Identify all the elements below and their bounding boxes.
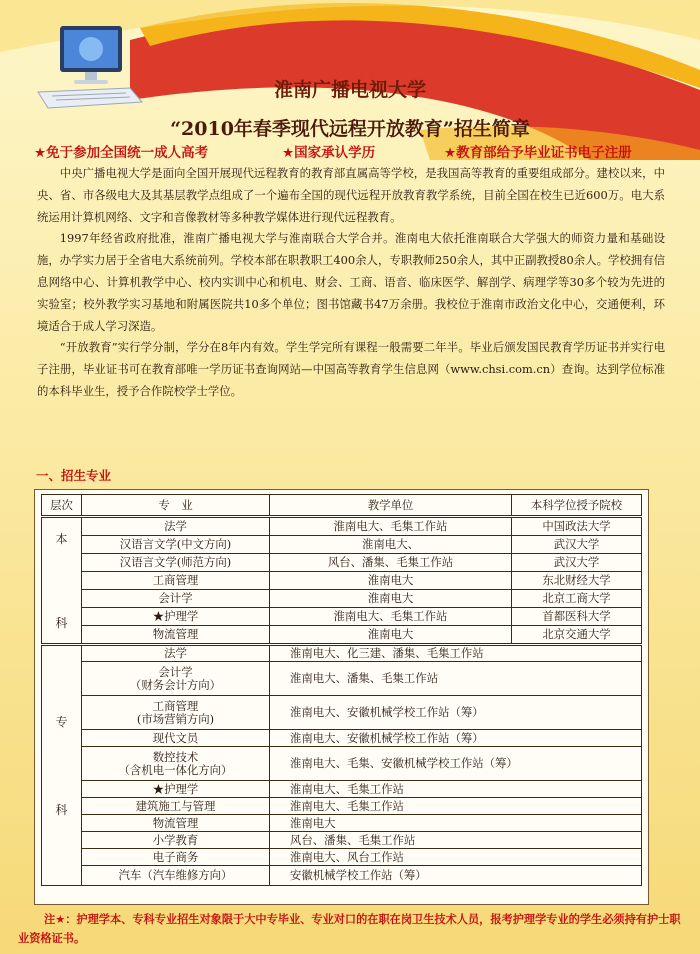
major-cell: 物流管理: [82, 626, 270, 645]
school-cell: 首都医科大学: [512, 608, 642, 626]
unit-cell: 淮南电大、毛集工作站: [270, 781, 642, 798]
major-cell: 电子商务: [82, 849, 270, 866]
table-row: [42, 572, 642, 590]
table-row: [42, 747, 642, 781]
badge-national-recognition: ★国家承认学历: [282, 145, 376, 161]
unit-cell: 淮南电大、毛集工作站: [270, 517, 512, 536]
table-row: [42, 536, 642, 554]
major-cell: 汉语言文学(师范方向): [82, 554, 270, 572]
table-row: [42, 866, 642, 886]
major-cell: [82, 645, 270, 662]
level-cell: [42, 645, 82, 886]
major-cell: 会计学: [82, 590, 270, 608]
unit-cell: 淮南电大、毛集、安徽机械学校工作站（筹）: [270, 747, 642, 781]
badge-no-entrance-exam: ★免于参加全国统一成人高考: [34, 145, 209, 161]
unit-cell: 淮南电大、风台工作站: [270, 849, 642, 866]
major-cell: ★护理学: [82, 608, 270, 626]
level-char: 科: [55, 615, 68, 630]
major-cell: 现代文员: [82, 730, 270, 747]
header-major: 专 业: [82, 495, 270, 517]
major-name: 法学: [164, 646, 187, 660]
major-cell: 汉语言文学(中文方向): [82, 536, 270, 554]
school-cell: 北京工商大学: [512, 590, 642, 608]
major-cell: [82, 696, 270, 730]
major-cell: 建筑施工与管理: [82, 798, 270, 815]
unit-cell: 淮南电大、: [270, 536, 512, 554]
school-cell: 中国政法大学: [512, 517, 642, 536]
university-title: 淮南广播电视大学: [273, 79, 426, 101]
level-char: 科: [55, 802, 68, 817]
table-row: [42, 554, 642, 572]
school-cell: 东北财经大学: [512, 572, 642, 590]
brochure-title: “2010年春季现代远程开放教育”招生简章: [170, 118, 530, 140]
majors-table-container: [34, 489, 649, 905]
unit-cell: 淮南电大: [270, 626, 512, 645]
section-heading: 一、招生专业: [36, 468, 112, 483]
major-subtitle: (市场营销方向): [136, 711, 215, 726]
header-degree-school: 本科学位授予院校: [512, 495, 642, 517]
major-subtitle: （含机电一体化方向）: [118, 762, 233, 777]
major-name: 工商管理: [152, 698, 199, 713]
unit-cell: 淮南电大、潘集、毛集工作站: [270, 662, 642, 696]
intro-paragraph: 1997年经省政府批准，淮南广播电视大学与淮南联合大学合并。淮南电大依托淮南联合大学强大的师资力量和基础设施，办学实力居于全省电大系统前列。学校本部在职教职工400余人，专职教师250余人，其中正副教授80余人。学校拥有信息网络中心、计算机教学中心、校内实训中心和机电、财会、工商、语音、临床医学、解剖学、病理学等30多个较为先进的实验室；校外教学实习基地和附属医院共10多个单位；图书馆藏书47万余册。我校位于淮南市政治文化中心，交通便利，环境适合于成人学习深造。: [37, 231, 665, 333]
school-cell: 武汉大学: [512, 554, 642, 572]
school-cell: 北京交通大学: [512, 626, 642, 645]
table-row: [42, 798, 642, 815]
level-cell: [42, 517, 82, 645]
unit-cell: 淮南电大、化三建、潘集、毛集工作站: [270, 645, 642, 662]
major-cell: ★护理学: [82, 781, 270, 798]
unit-cell: 淮南电大、毛集工作站: [270, 798, 642, 815]
unit-cell: 淮南电大、安徽机械学校工作站（筹）: [270, 730, 642, 747]
unit-cell: 淮南电大、安徽机械学校工作站（筹）: [270, 696, 642, 730]
unit-cell: 淮南电大: [270, 590, 512, 608]
badge-electronic-registration: ★教育部给予毕业证书电子注册: [444, 145, 632, 161]
major-cell: [82, 747, 270, 781]
table-row: [42, 815, 642, 832]
major-name: 数控技术: [152, 749, 199, 764]
table-row: [42, 662, 642, 696]
major-cell: 小学教育: [82, 832, 270, 849]
intro-paragraph: “开放教育”实行学分制，学分在8年内有效。学生学完所有课程一般需要二年半。毕业后颁发国民教育学历证书并实行电子注册，毕业证书可在教育部唯一学历证书查询网站—中国高等教育学生信息网（www.chsi.com.cn）查询。达到学位标准的本科毕业生，授予合作院校学士学位。: [37, 340, 665, 398]
unit-cell: 淮南电大: [270, 572, 512, 590]
school-cell: 武汉大学: [512, 536, 642, 554]
level-char: 专: [55, 714, 68, 729]
table-row: [42, 781, 642, 798]
header-unit: 教学单位: [270, 495, 512, 517]
level-char: 本: [55, 531, 68, 546]
table-row: [42, 517, 642, 536]
table-row: [42, 608, 642, 626]
table-row: [42, 626, 642, 645]
table-row: [42, 849, 642, 866]
table-row: [42, 832, 642, 849]
feature-badges: [30, 139, 695, 161]
major-name: 会计学: [158, 664, 193, 679]
unit-cell: 风台、潘集、毛集工作站: [270, 554, 512, 572]
unit-cell: 淮南电大: [270, 815, 642, 832]
major-cell: 物流管理: [82, 815, 270, 832]
table-row: [42, 730, 642, 747]
unit-cell: 淮南电大、毛集工作站: [270, 608, 512, 626]
footnote: 注★：护理学本、专科专业招生对象限于大中专毕业、专业对口的在职在岗卫生技术人员，报考护理学专业的学生必须持有护士职业资格证书。: [18, 913, 681, 945]
unit-cell: 安徽机械学校工作站（筹）: [270, 866, 642, 886]
unit-cell: 风台、潘集、毛集工作站: [270, 832, 642, 849]
major-cell: 汽车（汽车维修方向）: [82, 866, 270, 886]
header-level: 层次: [42, 495, 82, 517]
major-cell: [82, 662, 270, 696]
table-row: [42, 590, 642, 608]
major-subtitle: （财务会计方向）: [129, 677, 222, 692]
major-cell: 法学: [82, 517, 270, 536]
intro-paragraph: 中央广播电视大学是面向全国开展现代远程教育的教育部直属高等学校，是我国高等教育的重要组成部分。建校以来，中央、省、市各级电大及其基层教学点组成了一个遍布全国的现代远程开放教育教学系统，目前全国在校生已近600万。电大系统运用计算机网络、文字和音像教材等多种教学媒体进行现代远程教育。: [37, 166, 665, 224]
table-row: [42, 645, 642, 662]
majors-table: [41, 494, 642, 886]
major-cell: 工商管理: [82, 572, 270, 590]
table-row: [42, 696, 642, 730]
intro-text: [37, 163, 665, 403]
